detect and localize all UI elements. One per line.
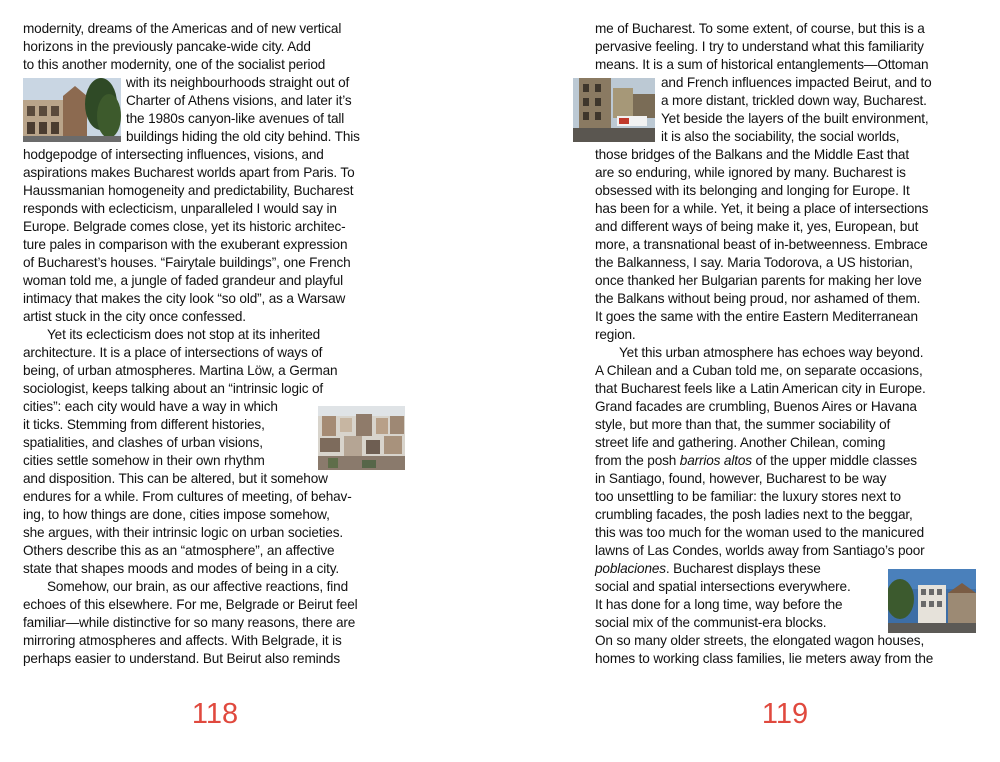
text-line: Yet beside the layers of the built environment, xyxy=(661,111,929,126)
text-line: artist stuck in the city once confessed. xyxy=(23,309,246,324)
text-line: Yet its eclecticism does not stop at its inherited xyxy=(47,327,321,342)
text-line: and French influences impacted Beirut, and to xyxy=(661,75,932,90)
text-line: woman told me, a jungle of faded grandeur and playful xyxy=(23,273,344,288)
text-line: architecture. It is a place of intersections of ways of xyxy=(23,345,323,360)
page-number: 119 xyxy=(761,698,809,730)
text-line: Others describe this as an “atmosphere”, an affective xyxy=(23,543,335,558)
text-line: Haussmanian homogeneity and predictability, Bucharest xyxy=(23,183,354,198)
text-segment: of the upper middle classes xyxy=(751,453,917,468)
page-number: 118 xyxy=(191,698,239,730)
text-line: aspirations makes Bucharest worlds apart from Paris. To xyxy=(23,165,355,180)
text-line: are so enduring, while ignored by many. Bucharest is xyxy=(595,165,906,180)
text-line: Charter of Athens visions, and later it’s xyxy=(126,93,352,108)
left-page xyxy=(23,20,408,760)
text-line: modernity, dreams of the Americas and of new vertical xyxy=(23,21,342,36)
text-line: sociologist, keeps talking about an “intrinsic logic of xyxy=(23,381,324,396)
text-line: of Bucharest’s houses. “Fairytale buildings”, one French xyxy=(23,255,351,270)
italic-term: barrios altos xyxy=(679,453,752,468)
text-line: It goes the same with the entire Eastern Mediterranean xyxy=(595,309,918,324)
text-line: On so many older streets, the elongated wagon houses, xyxy=(595,633,925,648)
text-line: obsessed with its belonging and longing for Europe. It xyxy=(595,183,910,198)
text-line: It has done for a long time, way before the xyxy=(595,597,843,612)
text-line: hodgepodge of intersecting influences, visions, and xyxy=(23,147,324,162)
text-line: it ticks. Stemming from different histories, xyxy=(23,417,265,432)
text-line: spatialities, and clashes of urban visions, xyxy=(23,435,263,450)
italic-term: poblaciones xyxy=(595,561,666,576)
text-line: buildings hiding the old city behind. This xyxy=(126,129,360,144)
text-line: the 1980s canyon-like avenues of tall xyxy=(126,111,345,126)
text-line: style, but more than that, the summer sociability of xyxy=(595,417,891,432)
text-line: a more distant, trickled down way, Bucharest. xyxy=(661,93,927,108)
text-line: social and spatial intersections everywhere. xyxy=(595,579,851,594)
text-line: has been for a while. Yet, it being a place of intersections xyxy=(595,201,929,216)
photo-city-street xyxy=(888,569,976,633)
text-line: in Santiago, found, however, Bucharest to be way xyxy=(595,471,887,486)
text-line: this was too much for the woman used to the manicured xyxy=(595,525,925,540)
text-line: and disposition. This can be altered, but it somehow xyxy=(23,471,328,486)
photo-city-aerial xyxy=(318,406,405,470)
text-line: street life and gathering. Another Chilean, coming xyxy=(595,435,886,450)
text-segment: from the posh xyxy=(595,453,680,468)
text-line: lawns of Las Condes, worlds away from Santiago’s poor xyxy=(595,543,925,558)
text-line: responds with eclecticism, unparalleled I would say in xyxy=(23,201,337,216)
text-line: social mix of the communist-era blocks. xyxy=(595,615,827,630)
text-line: the Balkanness, I say. Maria Todorova, a US historian, xyxy=(595,255,913,270)
text-line: intimacy that makes the city look “so old”, as a Warsaw xyxy=(23,291,346,306)
text-line: cities”: each city would have a way in which xyxy=(23,399,278,414)
text-line: endures for a while. From cultures of meeting, of behav- xyxy=(23,489,352,504)
text-line: pervasive feeling. I try to understand what this familiarity xyxy=(595,39,924,54)
text-line: Yet this urban atmosphere has echoes way beyond. xyxy=(619,345,924,360)
text-line: it is also the sociability, the social worlds, xyxy=(661,129,900,144)
text-line: the Balkans without being proud, nor ashamed of them. xyxy=(595,291,921,306)
text-segment: . Bucharest displays these xyxy=(665,561,821,576)
text-line: me of Bucharest. To some extent, of course, but this is a xyxy=(595,21,925,36)
text-line xyxy=(595,560,821,578)
text-line: mirroring atmospheres and affects. With Belgrade, it is xyxy=(23,633,342,648)
text-line: A Chilean and a Cuban told me, on separate occasions, xyxy=(595,363,923,378)
text-line: state that shapes moods and modes of being in a city. xyxy=(23,561,339,576)
text-line: region. xyxy=(595,327,636,342)
text-line: more, a transnational beast of in-betweenness. Embrace xyxy=(595,237,928,252)
text-line: ture pales in comparison with the exuberant expression xyxy=(23,237,348,252)
text-line: homes to working class families, lie meters away from the xyxy=(595,651,934,666)
text-line: she argues, with their intrinsic logic on urban societies. xyxy=(23,525,343,540)
text-line: echoes of this elsewhere. For me, Belgrade or Beirut feel xyxy=(23,597,358,612)
text-line: crumbling facades, the posh ladies next to the beggar, xyxy=(595,507,913,522)
text-line: perhaps easier to understand. But Beirut also reminds xyxy=(23,651,340,666)
text-line xyxy=(595,452,917,470)
text-line: Somehow, our brain, as our affective reactions, find xyxy=(47,579,348,594)
text-line: ing, to how things are done, cities impose somehow, xyxy=(23,507,330,522)
text-line: being, of urban atmospheres. Martina Löw, a German xyxy=(23,363,338,378)
text-line: means. It is a sum of historical entanglements—Ottoman xyxy=(595,57,929,72)
photo-historic-building xyxy=(23,78,121,142)
text-line: cities settle somehow in their own rhythm xyxy=(23,453,265,468)
text-line: with its neighbourhoods straight out of xyxy=(126,75,350,90)
text-line: that Bucharest feels like a Latin American city in Europe. xyxy=(595,381,926,396)
text-line: Europe. Belgrade comes close, yet its historic architec- xyxy=(23,219,346,234)
text-line: those bridges of the Balkans and the Middle East that xyxy=(595,147,909,162)
text-line: once thanked her Bulgarian parents for making her love xyxy=(595,273,922,288)
text-line: to this another modernity, one of the socialist period xyxy=(23,57,326,72)
text-line: Grand facades are crumbling, Buenos Aires or Havana xyxy=(595,399,917,414)
right-page xyxy=(595,20,980,760)
text-line: and different ways of being make it, yes, European, but xyxy=(595,219,919,234)
text-line: familiar—while distinctive for so many reasons, there are xyxy=(23,615,356,630)
photo-street-building xyxy=(573,78,655,142)
text-line: too unsettling to be familiar: the luxury stores next to xyxy=(595,489,901,504)
text-line: horizons in the previously pancake-wide city. Add xyxy=(23,39,311,54)
